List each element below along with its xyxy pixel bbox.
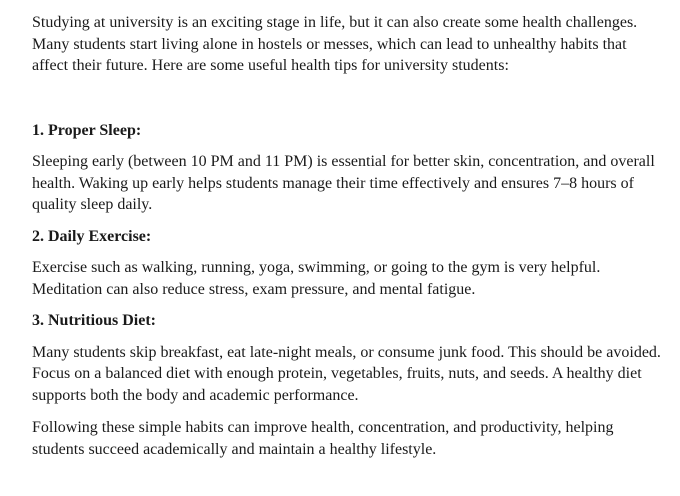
section-body-sleep: Sleeping early (between 10 PM and 11 PM) is essential for better skin, concentration, and overall health. Waking up early helps students manage their time effectively and ensures 7–8 hours of quality sleep daily.: [32, 153, 655, 213]
section-heading-exercise: 2. Daily Exercise:: [32, 227, 152, 245]
section-body-exercise: Exercise such as walking, running, yoga, swimming, or going to the gym is very helpful. Meditation can also reduce stress, exam pressure, and mental fatigue.: [32, 259, 601, 298]
section-heading-diet: 3. Nutritious Diet:: [32, 312, 156, 329]
intro-paragraph: Studying at university is an exciting stage in life, but it can also create some health challenges. Many students start living alone in hostels or messes, which can lead to unhealthy habits that affect their future. Here are some useful health tips for university students:: [32, 14, 638, 74]
section-body-diet: Many students skip breakfast, eat late-night meals, or consume junk food. This should be avoided. Focus on a balanced diet with enough protein, vegetables, fruits, nuts, and seeds. A healthy diet supports both the body and academic performance.: [32, 343, 661, 404]
closing-paragraph: Following these simple habits can improve health, concentration, and productivity, helping students succeed academically and maintain a healthy lifestyle.: [32, 419, 614, 458]
section-heading-sleep: 1. Proper Sleep:: [32, 121, 142, 139]
